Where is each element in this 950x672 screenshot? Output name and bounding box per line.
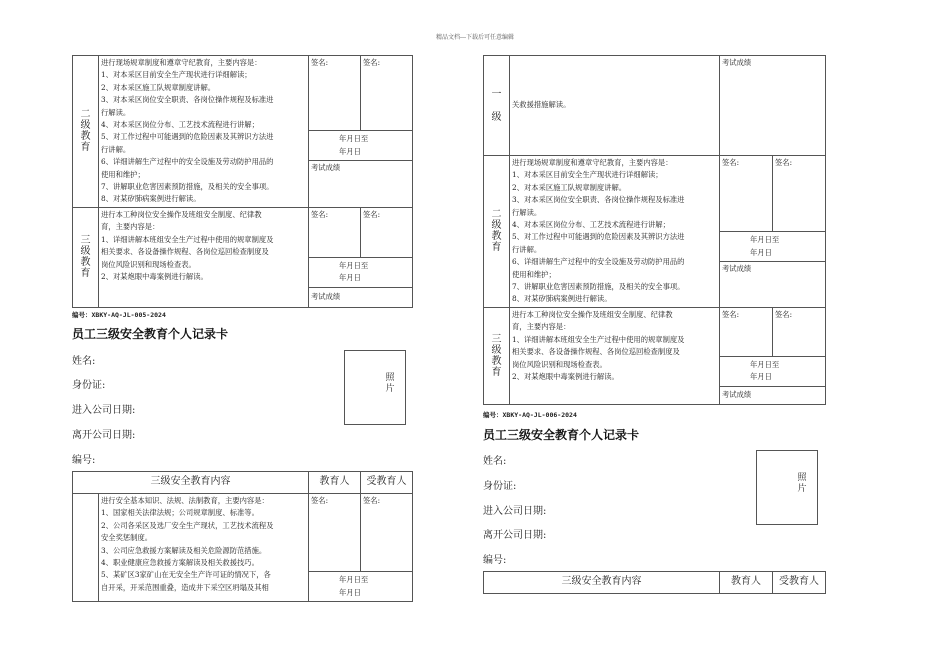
date-range[interactable]: 年月日至 年月日	[720, 231, 826, 261]
level-three-label: 三 级 教 育	[484, 307, 510, 404]
card-title: 员工三级安全教育个人记录卡	[483, 428, 640, 442]
name-field[interactable]: 姓名:	[483, 456, 507, 467]
number-field[interactable]: 编号:	[483, 555, 507, 566]
photo-box[interactable]: 照 片	[756, 450, 818, 525]
educatee-sign[interactable]: 签名:	[773, 307, 826, 356]
level-two-content: 进行现场规章制度和遵章守纪教育，主要内容是： 1、对本采区目前安全生产现状进行详细解读； 2、对本采区施工队规章制度讲解。 3、对本采区岗位安全职责、各岗位操作规程及标准进 行解读。 4、对本采区岗位分布、工艺技术流程进行讲解； 5、对工作过程中可能遇到的危险因素及其辨识方法进 行讲解。 6、详细讲解生产过程中的安全设施及劳动防护用品的 使用和维护； 7、讲解职业危害因素预防措施，及相关的安全事项。 8、对某矽肺病案例进行解读。	[99, 56, 309, 208]
photo-box[interactable]: 照 片	[344, 350, 406, 425]
leave-date-field[interactable]: 离开公司日期:	[483, 530, 547, 541]
level-one-label: 一 级	[484, 56, 510, 156]
exam-score[interactable]: 考试成绩	[720, 262, 826, 308]
educator-sign[interactable]: 签名:	[309, 56, 361, 131]
educatee-sign[interactable]: 签名:	[361, 56, 413, 131]
educatee-sign[interactable]: 签名:	[773, 156, 826, 232]
date-range[interactable]: 年月日至 年月日	[720, 356, 826, 386]
column-header-educatee: 受教育人	[773, 572, 826, 594]
level-two-label: 二 级 教 育	[484, 156, 510, 308]
level-one-content-tail: 关救援措施解读。	[510, 56, 720, 156]
id-field[interactable]: 身份证:	[483, 481, 517, 492]
level-three-label: 三 级 教 育	[73, 207, 99, 307]
column-header-educator: 教育人	[309, 472, 361, 494]
educator-sign[interactable]: 签名:	[720, 156, 773, 232]
column-header-educator: 教育人	[720, 572, 773, 594]
left-bottom-table	[72, 471, 413, 602]
card-title: 员工三级安全教育个人记录卡	[72, 327, 229, 341]
educator-sign[interactable]: 签名:	[309, 207, 361, 257]
column-header-content: 三级安全教育内容	[484, 572, 720, 594]
level-one-content: 进行安全基本知识、法规、法制教育，主要内容是： 1、国家相关法律法规；公司规章制度、标准等。 2、公司各采区及选厂安全生产现状，工艺技术流程及 安全奖惩制度。 3、公司应急救援方案解读及相关危险源防范措施。 4、职业健康应急救援方案解读及相关救援技巧。 5、某矿区3家矿山在无安全生产许可证的情况下，各 自开采，开采范围重叠，造成井下采空区坍塌及其相	[99, 494, 309, 602]
educator-sign[interactable]: 签名:	[309, 494, 361, 572]
join-date-field[interactable]: 进入公司日期:	[483, 506, 547, 517]
column-header-content: 三级安全教育内容	[73, 472, 309, 494]
card-code: 编号：XBKY-AQ-JL-006-2024	[483, 411, 577, 419]
card-code: 编号：XBKY-AQ-JL-005-2024	[72, 311, 166, 319]
exam-score[interactable]: 考试成绩	[309, 287, 413, 307]
date-range[interactable]: 年月日至 年月日	[309, 572, 413, 602]
left-top-table	[72, 55, 413, 308]
date-range[interactable]: 年月日至 年月日	[309, 257, 413, 287]
right-bottom-table	[483, 571, 826, 594]
exam-score[interactable]: 考试成绩	[720, 386, 826, 404]
educatee-sign[interactable]: 签名:	[361, 494, 413, 572]
level-two-label: 二 级 教 育	[73, 56, 99, 208]
leave-date-field[interactable]: 离开公司日期:	[72, 430, 136, 441]
name-field[interactable]: 姓名:	[72, 356, 96, 367]
column-header-educatee: 受教育人	[361, 472, 413, 494]
educator-sign[interactable]: 签名:	[720, 307, 773, 356]
level-one-label	[73, 494, 99, 602]
number-field[interactable]: 编号:	[72, 455, 96, 466]
exam-score[interactable]: 考试成绩	[720, 56, 826, 156]
educatee-sign[interactable]: 签名:	[361, 207, 413, 257]
exam-score[interactable]: 考试成绩	[309, 160, 413, 207]
level-two-content: 进行现场规章制度和遵章守纪教育，主要内容是： 1、对本采区目前安全生产现状进行详细解读； 2、对本采区施工队规章制度讲解。 3、对本采区岗位安全职责、各岗位操作规程及标准进 行解读。 4、对本采区岗位分布、工艺技术流程进行讲解； 5、对工作过程中可能遇到的危险因素及其辨识方法进 行讲解。 6、详细讲解生产过程中的安全设施及劳动防护用品的 使用和维护； 7、讲解职业危害因素预防措施，及相关的安全事项。 8、对某矽肺病案例进行解读。	[510, 156, 720, 308]
join-date-field[interactable]: 进入公司日期:	[72, 405, 136, 416]
date-range[interactable]: 年月日至 年月日	[309, 131, 413, 160]
level-three-content: 进行本工种岗位安全操作及班组安全制度、纪律教 育，主要内容是： 1、详细讲解本班组安全生产过程中使用的规章制度及 相关要求、各设备操作规程、各岗位巡回检查制度及 岗位风险识别和现场检查表。 2、对某炮眼中毒案例进行解读。	[99, 207, 309, 307]
id-field[interactable]: 身份证:	[72, 380, 106, 391]
level-three-content: 进行本工种岗位安全操作及班组安全制度、纪律教 育，主要内容是： 1、详细讲解本班组安全生产过程中使用的规章制度及 相关要求、各设备操作规程、各岗位巡回检查制度及 岗位风险识别和现场检查表。 2、对某炮眼中毒案例进行解读。	[510, 307, 720, 404]
right-top-table	[483, 55, 826, 405]
header-note: 精品文档---下载后可任意编辑	[435, 34, 515, 41]
